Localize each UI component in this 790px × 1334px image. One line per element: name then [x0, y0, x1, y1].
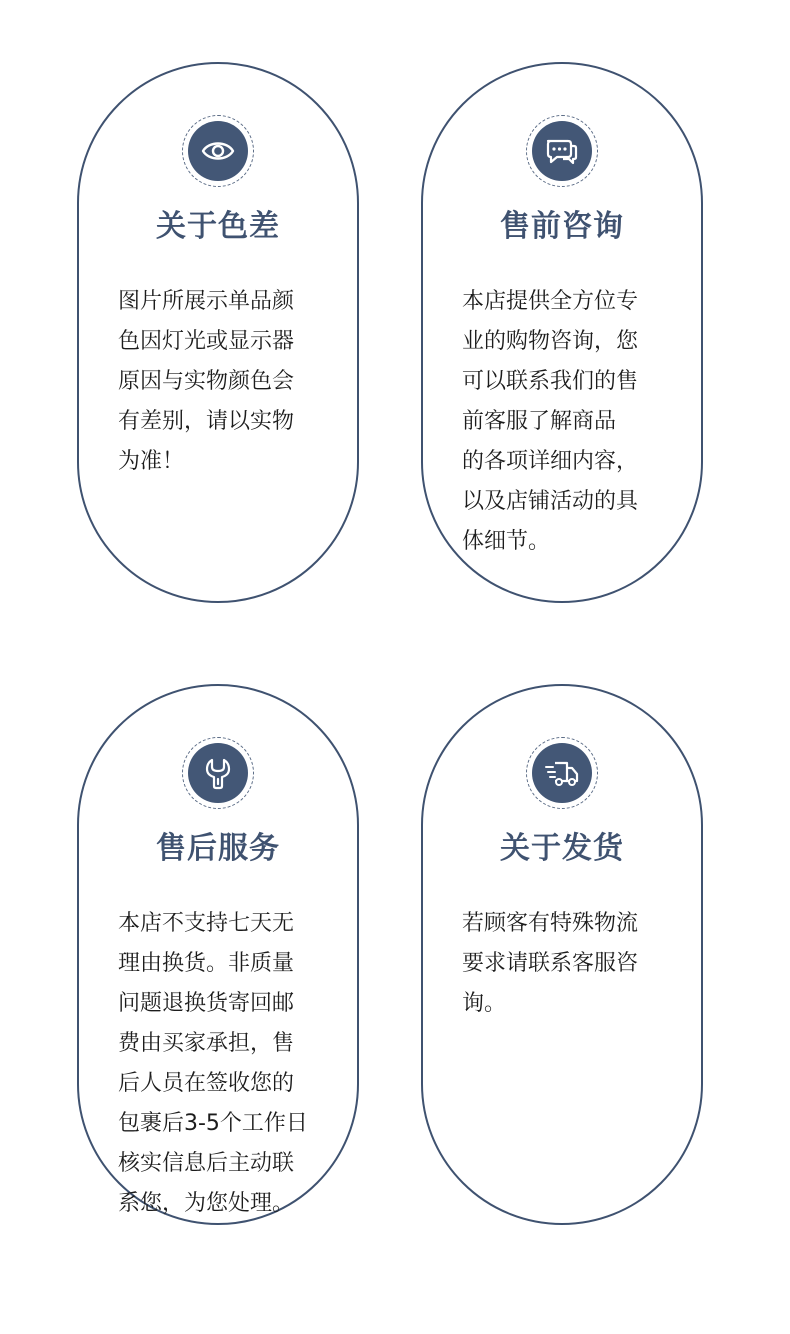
- card-description: [462, 282, 672, 562]
- description-line: 本店不支持七天无: [118, 911, 295, 936]
- description-line: 体细节。: [462, 529, 551, 554]
- wrench-icon: [188, 743, 248, 803]
- card-title: 关于发货: [500, 831, 624, 866]
- card-title: 售前咨询: [500, 209, 624, 244]
- presale-consultation-card: [421, 62, 703, 603]
- description-line: 核实信息后主动联: [118, 1151, 295, 1176]
- icon-badge: [182, 115, 254, 187]
- description-line: 要求请联系客服咨: [462, 951, 639, 976]
- description-line: 的各项详细内容，: [462, 449, 639, 474]
- description-line: 询。: [462, 991, 507, 1016]
- description-line: 原因与实物颜色会: [118, 369, 295, 394]
- chat-icon: [532, 121, 592, 181]
- card-description: [118, 904, 328, 1224]
- shipping-info-card: [421, 684, 703, 1225]
- description-line: 系您，为您处理。: [118, 1191, 295, 1216]
- description-line: 图片所展示单品颜: [118, 289, 295, 314]
- description-line: 理由换货。非质量: [118, 951, 295, 976]
- delivery-truck-icon: [532, 743, 592, 803]
- description-line: 有差别，请以实物: [118, 409, 295, 434]
- card-description: [118, 282, 328, 482]
- description-line: 业的购物咨询，您: [462, 329, 639, 354]
- description-line: 以及店铺活动的具: [462, 489, 639, 514]
- icon-badge: [526, 737, 598, 809]
- description-line: 前客服了解商品: [462, 409, 617, 434]
- eye-icon: [188, 121, 248, 181]
- icon-badge: [182, 737, 254, 809]
- card-title: 关于色差: [156, 209, 280, 244]
- description-line: 色因灯光或显示器: [118, 329, 295, 354]
- card-title: 售后服务: [156, 831, 280, 866]
- description-line: 可以联系我们的售: [462, 369, 639, 394]
- description-line: 本店提供全方位专: [462, 289, 639, 314]
- description-line: 为准！: [118, 449, 185, 474]
- icon-badge: [526, 115, 598, 187]
- description-line: 问题退换货寄回邮: [118, 991, 295, 1016]
- description-line: 若顾客有特殊物流: [462, 911, 639, 936]
- color-difference-card: [77, 62, 359, 603]
- card-description: [462, 904, 672, 1024]
- description-line: 费由买家承担，售: [118, 1031, 295, 1056]
- description-line: 包裹后3-5个工作日: [118, 1111, 308, 1136]
- after-sales-service-card: [77, 684, 359, 1225]
- description-line: 后人员在签收您的: [118, 1071, 295, 1096]
